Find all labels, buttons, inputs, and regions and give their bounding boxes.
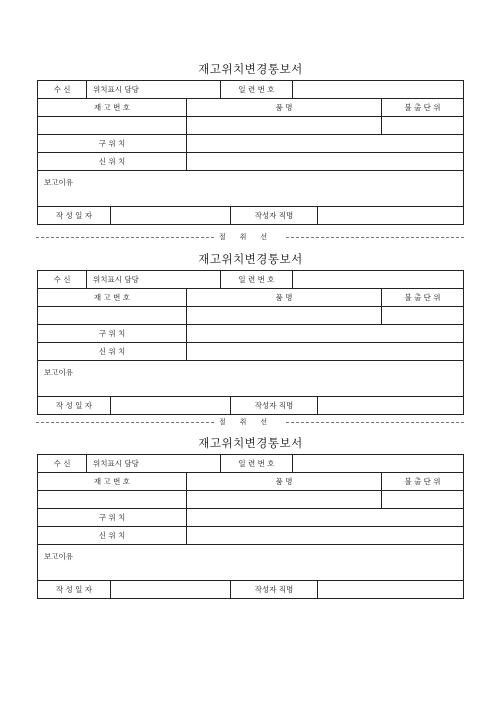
report-form-2 — [37, 252, 464, 415]
recipient-value: 위치표시 담당 — [86, 81, 220, 98]
cut-line-2 — [36, 417, 464, 427]
item-name-field[interactable] — [186, 491, 381, 508]
old-location-field[interactable] — [186, 509, 463, 526]
old-location-label: 구 위 치 — [98, 329, 126, 338]
cut-label-wrap — [36, 232, 464, 242]
new-location-label: 신 위 치 — [98, 157, 126, 166]
writer-title-label: 작성자 직명 — [230, 397, 317, 414]
writer-title-field[interactable] — [317, 397, 463, 414]
report-reason-field[interactable]: 보고이유 — [44, 178, 73, 187]
item-name-label: 품 명 — [186, 99, 381, 116]
item-name-label: 품 명 — [186, 473, 381, 490]
date-label: 작 성 일 자 — [55, 211, 93, 220]
cut-label: 절취선 — [215, 418, 285, 426]
serial-label: 일 련 번 호 — [220, 81, 292, 98]
writer-title-field[interactable] — [317, 581, 463, 598]
new-location-field[interactable] — [186, 343, 463, 360]
issue-unit-field[interactable] — [381, 307, 463, 324]
writer-title-label: 작성자 직명 — [230, 207, 317, 224]
issue-unit-field[interactable] — [381, 117, 463, 134]
date-field[interactable] — [110, 207, 230, 224]
serial-field[interactable] — [292, 81, 463, 98]
cut-line-1 — [36, 232, 464, 242]
new-location-field[interactable] — [186, 153, 463, 170]
form-title: 재고위치변경통보서 — [198, 62, 303, 76]
serial-field[interactable] — [292, 455, 463, 472]
date-field[interactable] — [110, 397, 230, 414]
recipient-label: 수 신 — [53, 459, 71, 468]
item-number-label: 재 고 번 호 — [93, 477, 131, 486]
report-reason-field[interactable]: 보고이유 — [44, 368, 73, 377]
form-table — [37, 270, 464, 415]
item-number-field[interactable] — [38, 307, 186, 324]
recipient-value: 위치표시 담당 — [86, 455, 220, 472]
issue-unit-label: 불 출 단 위 — [381, 99, 463, 116]
old-location-field[interactable] — [186, 325, 463, 342]
item-name-label: 품 명 — [186, 289, 381, 306]
writer-title-field[interactable] — [317, 207, 463, 224]
old-location-field[interactable] — [186, 135, 463, 152]
issue-unit-label: 불 출 단 위 — [381, 473, 463, 490]
cut-label: 절취선 — [215, 233, 285, 241]
issue-unit-field[interactable] — [381, 491, 463, 508]
report-form-3 — [37, 436, 464, 599]
item-number-field[interactable] — [38, 491, 186, 508]
serial-label: 일 련 번 호 — [220, 271, 292, 288]
recipient-label: 수 신 — [53, 275, 71, 284]
form-table — [37, 454, 464, 599]
new-location-label: 신 위 치 — [98, 531, 126, 540]
recipient-label: 수 신 — [53, 85, 71, 94]
form-title: 재고위치변경통보서 — [198, 252, 303, 266]
cut-label-wrap — [36, 417, 464, 427]
old-location-label: 구 위 치 — [98, 513, 126, 522]
old-location-label: 구 위 치 — [98, 139, 126, 148]
date-label: 작 성 일 자 — [55, 585, 93, 594]
date-field[interactable] — [110, 581, 230, 598]
report-reason-field[interactable]: 보고이유 — [44, 552, 73, 561]
item-number-label: 재 고 번 호 — [93, 293, 131, 302]
writer-title-label: 작성자 직명 — [230, 581, 317, 598]
item-number-label: 재 고 번 호 — [93, 103, 131, 112]
recipient-value: 위치표시 담당 — [86, 271, 220, 288]
item-number-field[interactable] — [38, 117, 186, 134]
serial-label: 일 련 번 호 — [220, 455, 292, 472]
item-name-field[interactable] — [186, 307, 381, 324]
item-name-field[interactable] — [186, 117, 381, 134]
report-form-1 — [37, 62, 464, 225]
serial-field[interactable] — [292, 271, 463, 288]
form-title: 재고위치변경통보서 — [198, 436, 303, 450]
issue-unit-label: 불 출 단 위 — [381, 289, 463, 306]
form-table — [37, 80, 464, 225]
new-location-field[interactable] — [186, 527, 463, 544]
date-label: 작 성 일 자 — [55, 401, 93, 410]
new-location-label: 신 위 치 — [98, 347, 126, 356]
